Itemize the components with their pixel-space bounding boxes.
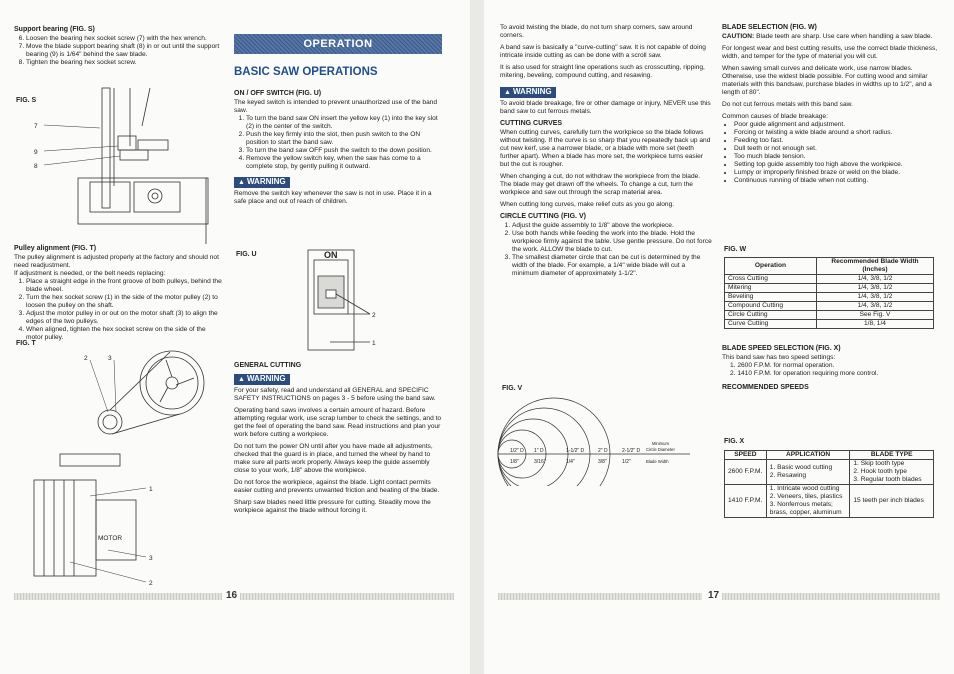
table-cell: See Fig. V [816, 311, 933, 320]
support-bearing-title: Support bearing (FIG. S) [14, 26, 95, 33]
table-cell: Beveling [725, 293, 817, 302]
curve-paragraph: A band saw is basically a "curve-cutting" saw. It is not capable of doing intricate inside cutting as can be done with a scroll saw. [500, 44, 706, 59]
fig-v-circle-diameter-label: Circle Diameter [646, 447, 675, 452]
warning-label: WARNING [246, 374, 286, 383]
circle-cutting-steps [500, 222, 712, 278]
general-cutting-p1: Operating band saws involves a certain amount of hazard. Before attempting regular work, use scrap lumber to check the settings, and to get the feel of operating the band saw. Read instructions and plan your work before cutting a workpiece. [234, 407, 442, 438]
fig-u-callout-2: 2 [372, 312, 376, 319]
circle-cutting-title: CIRCLE CUTTING (FIG. V) [500, 213, 586, 220]
right-column-1 [500, 24, 712, 281]
on-off-steps [234, 115, 444, 171]
general-cutting-p2: Do not turn the power ON until after you have made all adjustments, checked that the guard is in place, and turned the wheel by hand to make sure all parts work properly. Always keep the guide assembly close to your work, 1/8" above the workpiece. [234, 443, 433, 474]
general-cutting-title: GENERAL CUTTING [234, 362, 302, 369]
table-cell: Curve Cutting [725, 320, 817, 329]
cutting-curves-title: CUTTING CURVES [500, 120, 563, 127]
list-item: 1. To turn the band saw ON insert the yellow key (1) into the key slot (2) in the center of the switch. [246, 115, 444, 131]
list-item: • Continuous running of blade when not cutting. [734, 177, 938, 185]
fig-v-width: 1/8" [510, 459, 519, 465]
pulley-alignment-section [14, 245, 224, 345]
cutting-curves-p2: When changing a cut, do not withdraw the workpiece from the blade. The blade may get drawn off the wheels. To change a cut, turn the workpiece and saw out through the scrap material area. [500, 173, 701, 196]
blade-speed-title: BLADE SPEED SELECTION (FIG. X) [722, 345, 841, 352]
table-cell: 1/4, 3/8, 1/2 [816, 284, 933, 293]
fig-t-callout-1: 1 [149, 486, 153, 493]
straight-paragraph: It is also used for straight line operations such as crosscutting, ripping, mitering, beveling, compound cutting, and resawing. [500, 64, 705, 79]
table-header: SPEED [725, 451, 767, 460]
warning-label: WARNING [512, 87, 552, 96]
list-item: 8. Tighten the bearing hex socket screw. [26, 59, 224, 67]
list-item: 1. Adjust the guide assembly to 1/8" above the workpiece. [512, 222, 712, 230]
on-off-section [234, 90, 444, 206]
on-off-intro: The keyed switch is intended to prevent unauthorized use of the band saw. [234, 99, 438, 114]
list-item: 6. Loosen the bearing hex socket screw (7) with the hex wrench. [26, 35, 224, 43]
warning-icon: ▲ [238, 376, 245, 383]
table-header: APPLICATION [766, 451, 850, 460]
table-row [725, 460, 934, 485]
table-cell: 1/8, 1/4 [816, 320, 933, 329]
table-cell: Compound Cutting [725, 302, 817, 311]
fig-w-label: FIG. W [724, 246, 747, 253]
fig-v-diameter: 1-1/2" D [566, 448, 585, 454]
fig-u-callout-1: 1 [372, 340, 376, 347]
list-item: • Feeding too fast. [734, 137, 938, 145]
footer-bar-right [498, 593, 702, 600]
footer-bar-left-2 [240, 593, 454, 600]
table-cell: Cross Cutting [725, 275, 817, 284]
table-cell: Circle Cutting [725, 311, 817, 320]
table-row [725, 485, 934, 518]
basic-saw-operations-title: BASIC SAW OPERATIONS [234, 66, 378, 78]
table-header-row [725, 258, 934, 275]
page-gutter [470, 0, 484, 674]
pulley-steps [14, 278, 224, 342]
table-row [725, 284, 934, 293]
fig-v-diameter: 1" D [534, 448, 544, 454]
table-cell [850, 460, 934, 485]
list-item: 2. Use both hands while feeding the work into the blade. Hold the workpiece firmly against the table. Use gentle pressure. Do not force the work. ALLOW the blade to cut. [512, 230, 712, 254]
pulley-intro-2: If adjustment is needed, or the belt needs replacing: [14, 270, 166, 277]
cell-line: 2. Resawing [769, 472, 807, 479]
cutting-curves-p1: When cutting curves, carefully turn the workpiece so the blade follows without twisting. If the curve is so sharp that you repeatedly back up and cut new kerf, use a narrower blade, or a blade with more set (teeth further apart). When a blade has more set, the workpiece turns easier but the cut is rougher. [500, 129, 711, 168]
support-bearing-steps [14, 35, 224, 67]
left-column-1 [14, 26, 224, 70]
fig-v-label: FIG. V [502, 385, 523, 392]
table-cell: 1/4, 3/8, 1/2 [816, 302, 933, 311]
table-row [725, 302, 934, 311]
fig-v-diameter: 2" D [598, 448, 608, 454]
table-cell: Mitering [725, 284, 817, 293]
blade-speed-item: 2. 1410 F.P.M. for operation requiring more control. [730, 370, 879, 377]
pulley-intro-1: The pulley alignment is adjusted properly at the factory and should not need readjustment. [14, 254, 219, 269]
fig-v-diameter: 1/2" D [510, 448, 524, 454]
blade-speed-intro: This band saw has two speed settings: [722, 354, 836, 361]
breakage-list [722, 121, 938, 185]
cell-line: 3. Regular tooth blades [853, 476, 922, 483]
recommended-speeds-title: RECOMMENDED SPEEDS [722, 384, 809, 391]
footer-bar-right-2 [722, 593, 940, 600]
table-cell [766, 460, 850, 485]
twist-paragraph: To avoid twisting the blade, do not turn sharp corners, saw around corners. [500, 24, 693, 39]
fig-t-callout-3: 3 [108, 355, 112, 362]
page-number-left: 16 [226, 590, 238, 601]
blade-speed-section [722, 345, 938, 393]
breakage-intro: Common causes of blade breakage: [722, 113, 828, 120]
list-item: 3. Adjust the motor pulley in or out on the motor shaft (3) to align the edges of the two pulleys. [26, 310, 224, 326]
table-row [725, 275, 934, 284]
warning-label: WARNING [246, 177, 286, 186]
table-cell: 1410 F.P.M. [725, 485, 767, 518]
fig-u-illustration [300, 246, 390, 354]
footer-bar-left [14, 593, 222, 600]
warning-badge [500, 87, 556, 98]
fig-t-illustration [20, 350, 225, 592]
list-item: • Forcing or twisting a wide blade around a short radius. [734, 129, 938, 137]
warning-badge [234, 177, 290, 188]
warning-badge [234, 374, 290, 385]
list-item: 3. The smallest diameter circle that can be cut is determined by the width of the blade. For example, a 1/4" wide blade will cut a minimum diameter of approximately 1-1/2". [512, 254, 712, 278]
table-header-row [725, 451, 934, 460]
list-item: • Too much blade tension. [734, 153, 938, 161]
fig-s-label: FIG. S [16, 97, 37, 104]
motor-label: MOTOR [98, 535, 123, 542]
list-item: • Dull teeth or not enough set. [734, 145, 938, 153]
warning-2-text: For your safety, read and understand all GENERAL and SPECIFIC SAFETY INSTRUCTIONS on pages 3 - 5 before using the band saw. [234, 387, 436, 402]
cell-line: 1. Skip tooth type [853, 460, 905, 467]
table-header: Recommended Blade Width (Inches) [816, 258, 933, 275]
fig-v-width: 1/2" [622, 459, 631, 465]
fig-s-callout-8: 8 [34, 163, 38, 170]
fig-v-blade-width-label: Blade Width [646, 459, 669, 464]
fig-w-table [724, 257, 934, 329]
ferrous-warning-text: To avoid blade breakage, fire or other damage or injury, NEVER use this band saw to cut ferrous metals. [500, 100, 711, 115]
fig-s-illustration [30, 86, 220, 244]
general-cutting-section [234, 362, 444, 519]
list-item: 2. Push the key firmly into the slot, then push switch to the ON position to start the band saw. [246, 131, 444, 147]
list-item: 4. When aligned, tighten the hex socket screw on the side of the motor pulley. [26, 326, 224, 342]
table-cell: 2600 F.P.M. [725, 460, 767, 485]
list-item: 7. Move the blade support bearing shaft (8) in or out until the support bearing (9) is 1/64" behind the saw blade. [26, 43, 224, 59]
operation-banner: OPERATION [234, 34, 442, 54]
list-item: • Lumpy or improperly finished braze or weld on the blade. [734, 169, 938, 177]
general-cutting-p3: Do not force the workpiece, against the blade. Light contact permits easier cutting and prevents unwanted friction and heating of the blade. [234, 479, 440, 494]
cell-line: 1. Intricate wood cutting [769, 485, 840, 492]
table-row [725, 320, 934, 329]
list-item: 3. To turn the band saw OFF push the switch to the down position. [246, 147, 444, 155]
blade-selection-p1: For longest wear and best cutting results, use the correct blade thickness, width, and temper for the type of material you will cut. [722, 45, 938, 60]
list-item: 1. Place a straight edge in the front groove of both pulleys, behind the blade wheel. [26, 278, 224, 294]
warning-icon: ▲ [238, 179, 245, 186]
fig-s-callout-9: 9 [34, 149, 38, 156]
list-item: 4. Remove the yellow switch key, when the saw has come to a complete stop, by gently pulling it outward. [246, 155, 444, 171]
caution-text: Blade teeth are sharp. Use care when handling a saw blade. [756, 33, 933, 40]
table-header: Operation [725, 258, 817, 275]
table-cell: 1/4, 3/8, 1/2 [816, 275, 933, 284]
table-cell [766, 485, 850, 518]
table-row [725, 293, 934, 302]
right-column-2 [722, 24, 938, 188]
list-item: 2. Turn the hex socket screw (1) in the side of the motor pulley (2) to loosen the pulley on the shaft. [26, 294, 224, 310]
general-cutting-p4: Sharp saw blades need little pressure for cutting. Steadily move the workpiece against the blade without forcing it. [234, 499, 431, 514]
fig-v-min-label: Minimum [652, 441, 669, 446]
fig-t-callout-3b: 3 [149, 555, 153, 562]
table-cell: 1/4, 3/8, 1/2 [816, 293, 933, 302]
list-item: • Poor guide alignment and adjustment. [734, 121, 938, 129]
fig-u-label: FIG. U [236, 251, 257, 258]
fig-v-width: 3/16" [534, 459, 546, 465]
blade-selection-p3: Do not cut ferrous metals with this band saw. [722, 101, 853, 108]
fig-v-diameter: 2-1/2" D [622, 448, 641, 454]
table-row [725, 311, 934, 320]
warning-1-text: Remove the switch key whenever the saw is not in use. Place it in a safe place and out of reach of children. [234, 190, 432, 205]
cutting-curves-p3: When cutting long curves, make relief cuts as you go along. [500, 201, 675, 208]
fig-t-label: FIG. T [16, 340, 36, 347]
list-item: • Setting top guide assembly too high above the workpiece. [734, 161, 938, 169]
cell-line: 2. Hook tooth type [853, 468, 907, 475]
blade-selection-title: BLADE SELECTION (FIG. W) [722, 24, 817, 31]
cell-line: 1. Basic wood cutting [769, 464, 833, 471]
fig-x-table [724, 450, 934, 518]
fig-s-callout-7: 7 [34, 123, 38, 130]
pulley-title: Pulley alignment (FIG. T) [14, 245, 97, 252]
warning-icon: ▲ [504, 89, 511, 96]
fig-v-width: 1/4" [566, 459, 575, 465]
fig-v-width: 3/8" [598, 459, 607, 465]
page-number-right: 17 [708, 590, 720, 601]
caution-label: CAUTION: [722, 33, 755, 40]
blade-speed-item: 1. 2600 F.P.M. for normal operation. [730, 362, 835, 369]
fig-t-callout-2b: 2 [149, 580, 153, 587]
cell-line: 2. Veneers, tiles, plastics [769, 493, 843, 500]
cell-line: 3. Nonferrous metals; brass, copper, aluminum [769, 501, 842, 516]
fig-x-label: FIG. X [724, 438, 745, 445]
table-cell: 15 teeth per inch blades [850, 485, 934, 518]
fig-u-on-text: ON [324, 250, 338, 260]
fig-v-illustration [494, 380, 716, 486]
blade-selection-p2: When sawing small curves and delicate work, use narrow blades. Otherwise, use the widest blade possible. For cutting wood and similar materials with this bandsaw, purchase blades in widths up to 1/2", and a length of 80". [722, 65, 932, 96]
on-off-title: ON / OFF SWITCH (FIG. U) [234, 90, 322, 97]
table-header: BLADE TYPE [850, 451, 934, 460]
fig-t-callout-2: 2 [84, 355, 88, 362]
